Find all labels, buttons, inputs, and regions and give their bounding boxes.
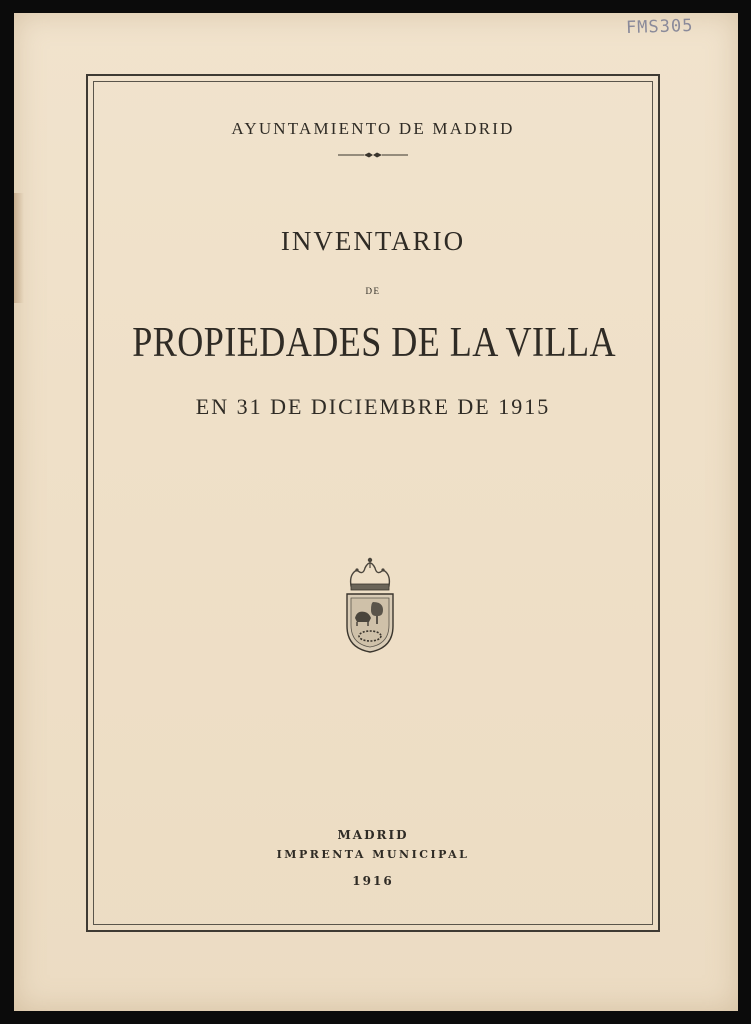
cover-content [93, 81, 653, 925]
title-connector: DE [365, 286, 381, 296]
paper-stain [14, 193, 24, 303]
title-line-1: INVENTARIO [280, 226, 466, 256]
imprint-year: 1916 [352, 874, 394, 888]
main-title: PROPIEDADES DE LA VILLA [132, 320, 617, 366]
document-page [14, 13, 738, 1011]
catalog-mark: FMS305 [625, 15, 694, 39]
madrid-coat-of-arms-icon [343, 556, 397, 656]
imprint-printer: IMPRENTA MUNICIPAL [276, 848, 470, 861]
title-date: EN 31 DE DICIEMBRE DE 1915 [195, 394, 551, 419]
issuer: AYUNTAMIENTO DE MADRID [231, 119, 515, 138]
ornament-divider-icon [338, 151, 408, 159]
imprint-place: MADRID [337, 828, 409, 842]
